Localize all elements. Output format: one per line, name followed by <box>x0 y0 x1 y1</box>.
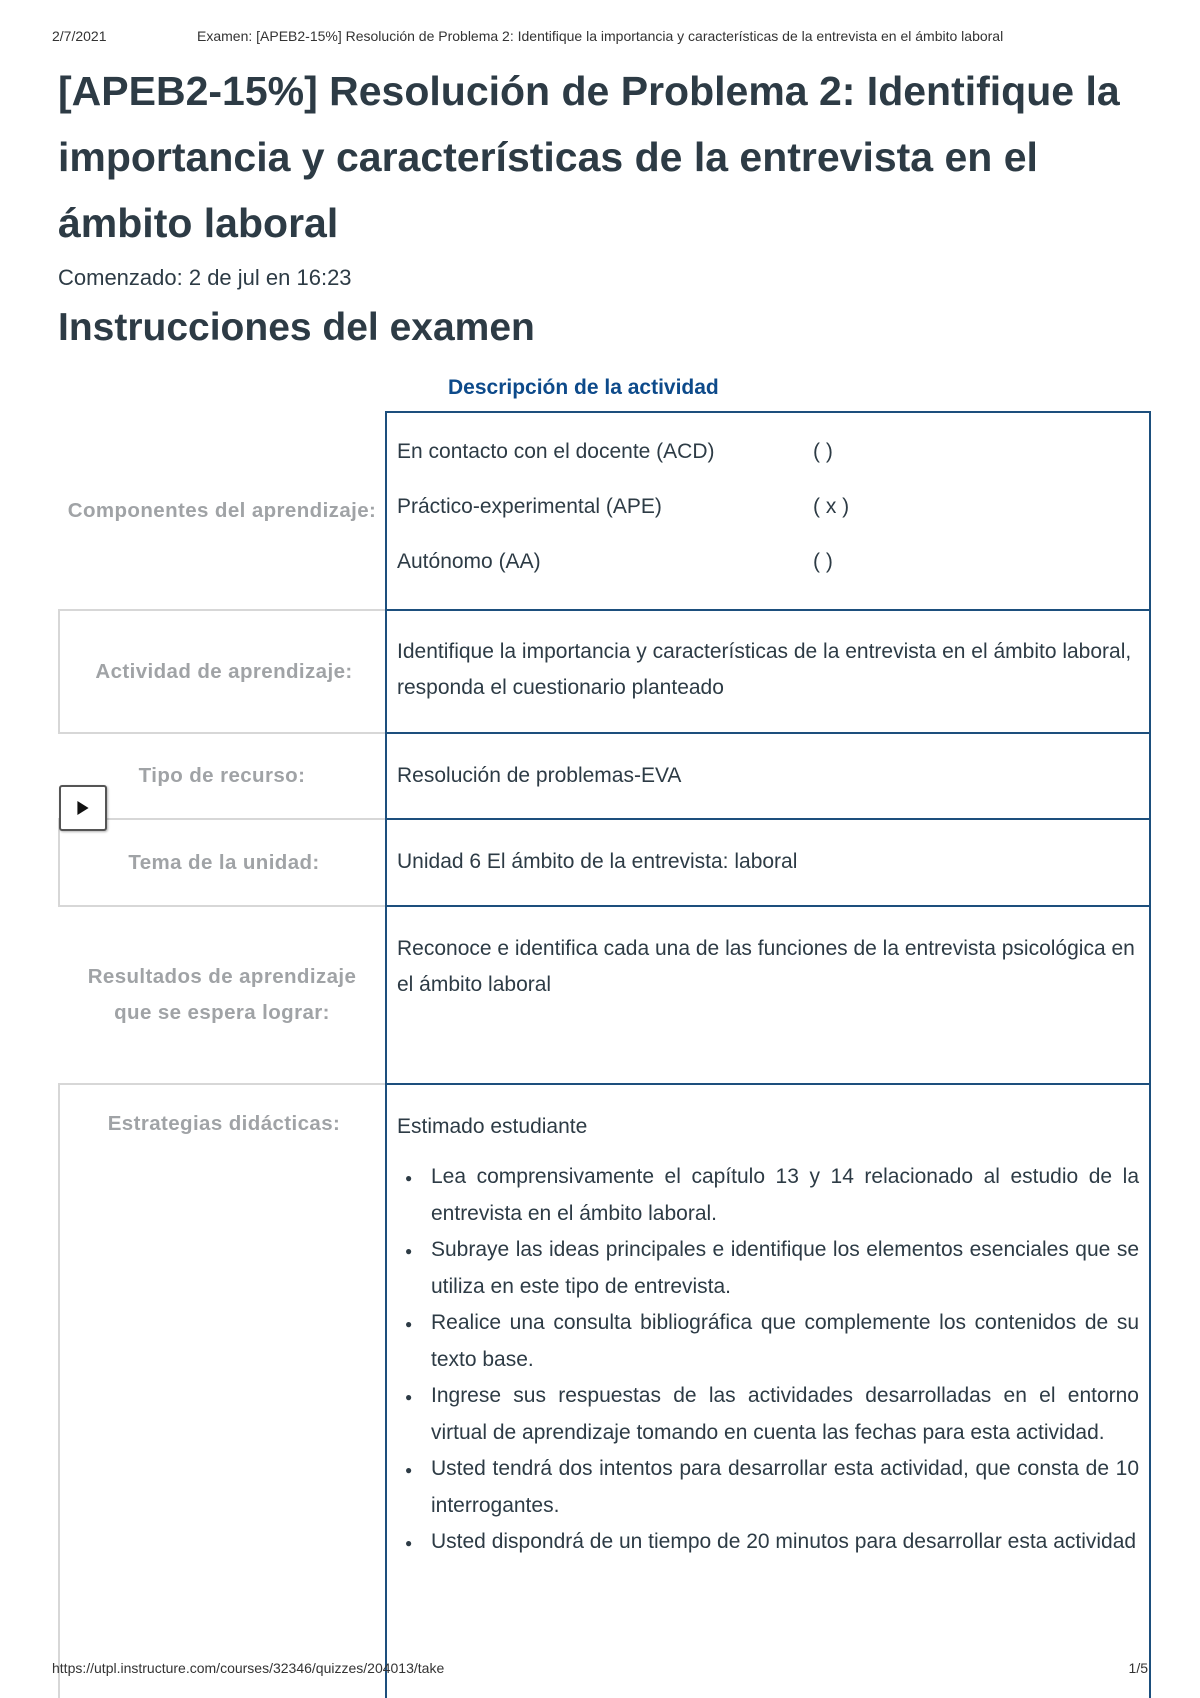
list-item: ● Realice una consulta bibliográfica que complemente los contenidos de su texto base. <box>431 1305 1139 1378</box>
list-item: ● Usted dispondrá de un tiempo de 20 minutos para desarrollar esta actividad <box>431 1524 1139 1561</box>
instructions-heading: Instrucciones del examen <box>58 306 535 349</box>
table-row <box>58 818 1151 907</box>
unit-theme-value: Unidad 6 El ámbito de la entrevista: laboral <box>385 818 1151 907</box>
component-mark: ( ) <box>813 440 833 463</box>
expected-results-label: Resultados de aprendizaje que se espera lograr: <box>87 965 357 1024</box>
component-item <box>397 489 1139 544</box>
table-row <box>58 1083 1151 1698</box>
component-item <box>397 434 1139 489</box>
component-label: Autónomo (AA) <box>397 550 541 573</box>
strategies-intro: Estimado estudiante <box>397 1115 588 1138</box>
component-label: En contacto con el docente (ACD) <box>397 440 715 463</box>
expected-results-value: Reconoce e identifica cada una de las funciones de la entrevista psicológica en el ámbito laboral <box>385 905 1151 1085</box>
unit-theme-label: Tema de la unidad: <box>58 818 388 907</box>
table-row <box>58 609 1151 734</box>
table-row <box>58 732 1151 820</box>
list-item: ● Lea comprensivamente el capítulo 13 y 14 relacionado al estudio de la entrevista en el ámbito laboral. <box>431 1159 1139 1232</box>
components-label: Componentes del aprendizaje: <box>67 499 377 522</box>
list-item: ● Ingrese sus respuestas de las actividades desarrolladas en el entorno virtual de aprendizaje tomando en cuenta las fechas para esta actividad. <box>431 1378 1139 1451</box>
play-icon <box>76 801 90 815</box>
play-button[interactable] <box>59 785 107 831</box>
print-url: https://utpl.instructure.com/courses/32346/quizzes/204013/take <box>52 1660 445 1676</box>
table-row <box>58 411 1151 611</box>
component-mark: ( ) <box>813 550 833 573</box>
print-date: 2/7/2021 <box>52 28 107 44</box>
component-mark: ( x ) <box>813 495 850 518</box>
strategies-cell <box>385 1083 1151 1698</box>
list-item: ● Usted tendrá dos intentos para desarrollar esta actividad, que consta de 10 interrogantes. <box>431 1451 1139 1524</box>
learning-activity-value: Identifique la importancia y características de la entrevista en el ámbito laboral, responda el cuestionario planteado <box>385 609 1151 734</box>
strategies-list <box>397 1159 1139 1561</box>
table-row <box>58 905 1151 1085</box>
started-timestamp: Comenzado: 2 de jul en 16:23 <box>58 265 352 290</box>
quiz-title: [APEB2-15%] Resolución de Problema 2: Identifique la importancia y características de la entrevista en el ámbito laboral <box>58 68 1120 246</box>
print-page-title: Examen: [APEB2-15%] Resolución de Problema 2: Identifique la importancia y características de la entrevista en el ámbito laboral <box>197 28 1004 44</box>
resource-type-label: Tipo de recurso: <box>138 764 306 787</box>
components-cell <box>385 411 1151 611</box>
list-item: ● Subraye las ideas principales e identifique los elementos esenciales que se utiliza en este tipo de entrevista. <box>431 1232 1139 1305</box>
strategies-label: Estrategias didácticas: <box>58 1083 388 1698</box>
resource-type-value: Resolución de problemas-EVA <box>385 732 1151 820</box>
print-page-number: 1/5 <box>1128 1660 1148 1676</box>
component-label: Práctico-experimental (APE) <box>397 495 662 518</box>
component-item <box>397 544 1139 599</box>
learning-activity-label: Actividad de aprendizaje: <box>58 609 388 734</box>
activity-description-heading: Descripción de la actividad <box>448 376 719 399</box>
